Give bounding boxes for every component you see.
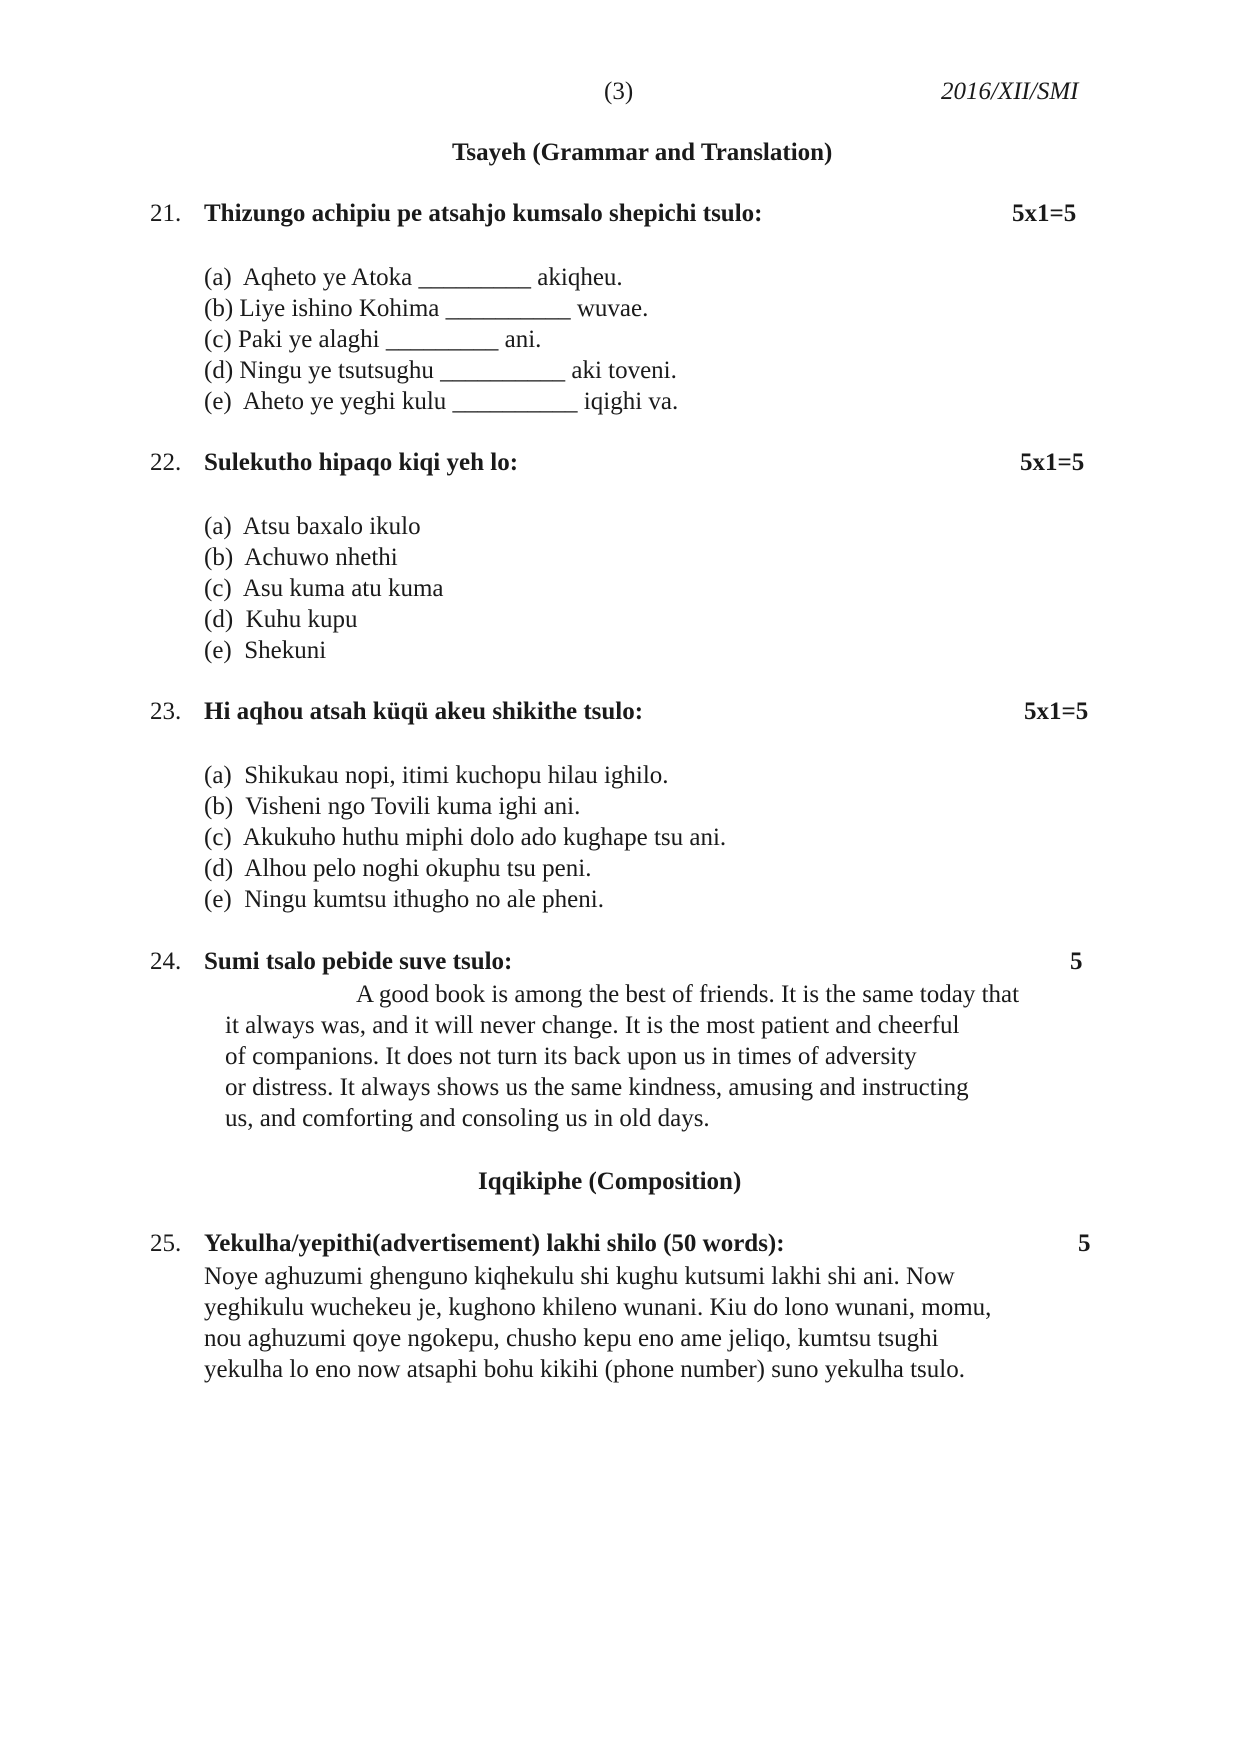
list-item: (b) Visheni ngo Tovili kuma ighi ani.: [204, 793, 581, 820]
section-title-grammar: Tsayeh (Grammar and Translation): [452, 139, 833, 166]
list-item: (d) Ningu ye tsutsughu __________ aki toveni.: [204, 357, 677, 384]
list-item: (b) Achuwo nhethi: [204, 544, 398, 571]
question-marks: 5x1=5: [1024, 698, 1089, 725]
passage-line: or distress. It always shows us the same kindness, amusing and instructing: [225, 1074, 969, 1101]
question-number: 23.: [150, 698, 182, 725]
list-item: (b) Liye ishino Kohima __________ wuvae.: [204, 295, 649, 322]
question-marks: 5: [1078, 1230, 1091, 1257]
passage-line: A good book is among the best of friends. It is the same today that: [356, 981, 1020, 1008]
body-line: yekulha lo eno now atsaphi bohu kikihi (phone number) suno yekulha tsulo.: [204, 1356, 965, 1383]
question-number: 22.: [150, 449, 182, 476]
paper-code: 2016/XII/SMI: [941, 78, 1079, 105]
question-marks: 5x1=5: [1020, 449, 1085, 476]
question-title: Hi aqhou atsah küqü akeu shikithe tsulo:: [204, 698, 644, 725]
list-item: (e) Aheto ye yeghi kulu __________ iqighi va.: [204, 388, 679, 415]
passage-line: it always was, and it will never change. It is the most patient and cheerful: [225, 1012, 960, 1039]
question-marks: 5: [1070, 948, 1083, 975]
question-number: 21.: [150, 200, 182, 227]
page-number: (3): [604, 78, 634, 105]
question-marks: 5x1=5: [1012, 200, 1077, 227]
passage-line: of companions. It does not turn its back upon us in times of adversity: [225, 1043, 917, 1070]
question-number: 25.: [150, 1230, 182, 1257]
body-line: Noye aghuzumi ghenguno kiqhekulu shi kughu kutsumi lakhi shi ani. Now: [204, 1263, 955, 1290]
body-line: nou aghuzumi qoye ngokepu, chusho kepu eno ame jeliqo, kumtsu tsughi: [204, 1325, 939, 1352]
list-item: (a) Shikukau nopi, itimi kuchopu hilau ighilo.: [204, 762, 669, 789]
question-title: Sulekutho hipaqo kiqi yeh lo:: [204, 449, 519, 476]
list-item: (c) Akukuho huthu miphi dolo ado kughape tsu ani.: [204, 824, 727, 851]
list-item: (e) Shekuni: [204, 637, 327, 664]
question-title: Yekulha/yepithi(advertisement) lakhi shilo (50 words):: [204, 1230, 785, 1257]
question-title: Thizungo achipiu pe atsahjo kumsalo shepichi tsulo:: [204, 200, 763, 227]
list-item: (c) Asu kuma atu kuma: [204, 575, 444, 602]
list-item: (d) Alhou pelo noghi okuphu tsu peni.: [204, 855, 592, 882]
question-number: 24.: [150, 948, 182, 975]
list-item: (c) Paki ye alaghi _________ ani.: [204, 326, 542, 353]
list-item: (a) Atsu baxalo ikulo: [204, 513, 421, 540]
list-item: (a) Aqheto ye Atoka _________ akiqheu.: [204, 264, 623, 291]
body-line: yeghikulu wuchekeu je, kughono khileno wunani. Kiu do lono wunani, momu,: [204, 1294, 992, 1321]
section-title-composition: Iqqikiphe (Composition): [478, 1168, 742, 1195]
question-title: Sumi tsalo pebide suve tsulo:: [204, 948, 513, 975]
list-item: (e) Ningu kumtsu ithugho no ale pheni.: [204, 886, 604, 913]
passage-line: us, and comforting and consoling us in old days.: [225, 1105, 710, 1132]
list-item: (d) Kuhu kupu: [204, 606, 358, 633]
